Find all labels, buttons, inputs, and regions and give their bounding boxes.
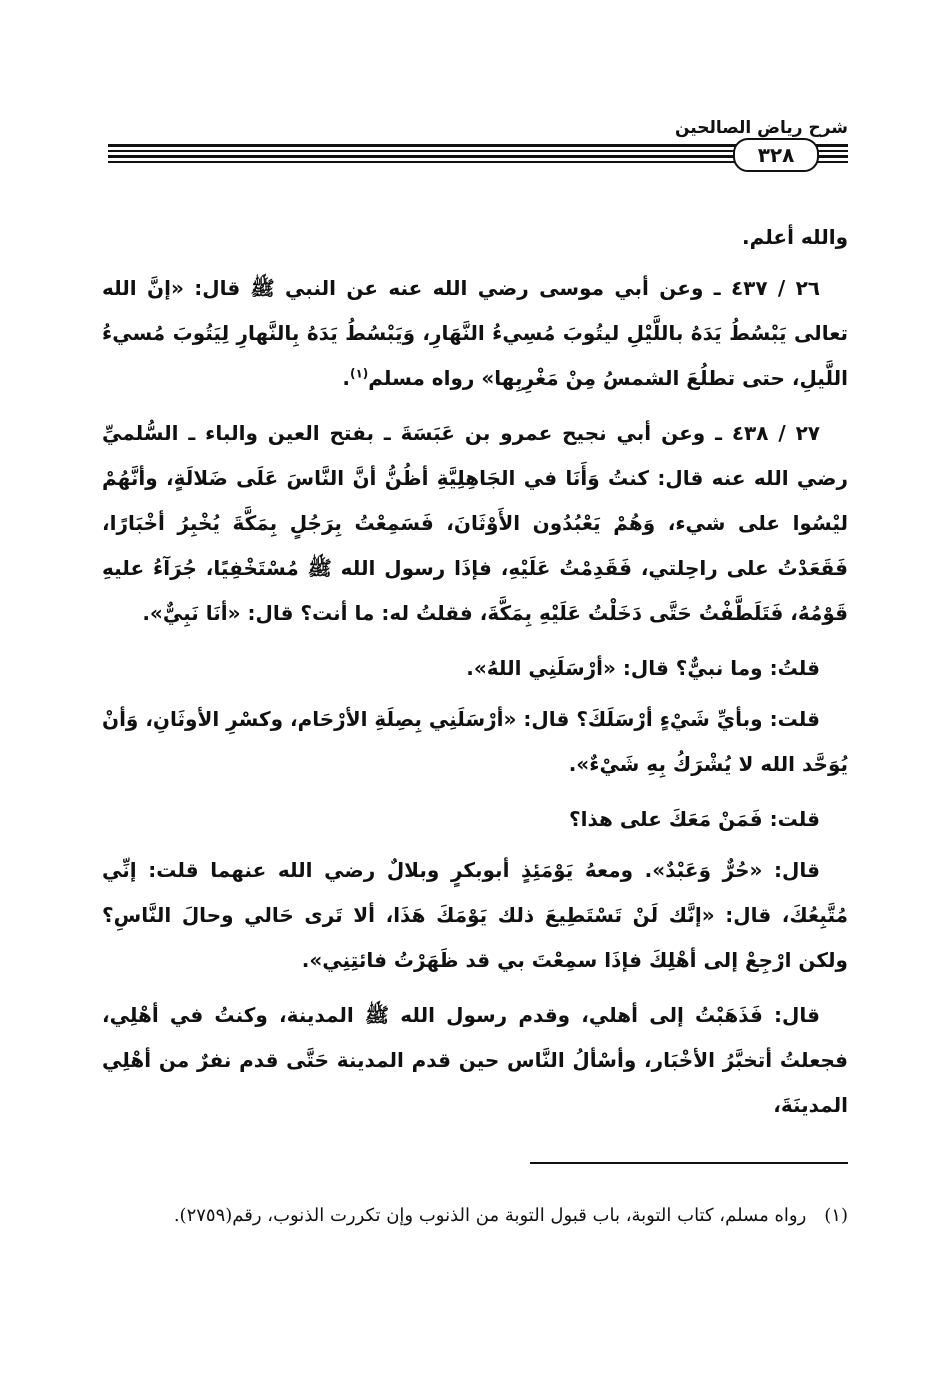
footnote-text: رواه مسلم، كتاب التوبة، باب قبول التوبة من الذنوب وإن تكررت الذنوب، رقم(٢٧٥٩). (173, 1205, 807, 1226)
closing-phrase: والله أعلم. (741, 225, 848, 249)
hadith-paragraph-26 (102, 266, 848, 401)
dialogue-line: قال: فَذَهَبْتُ إلى أهلي، وقدم رسول الله ﷺ المدينة، وكنتُ في أهْلِي، فجعلتُ أتخبَّرُ الأخْبَار، وأسْألُ النَّاس حين قدم المدينة حَتَّى قدم نفرٌ من أهْلِي المدينَةَ، (102, 1003, 848, 1117)
hadith-paragraph-27: ٢٧ / ٤٣٨ ـ وعن أبي نجيح عمرو بن عَبَسَةَ ـ بفتح العين والباء ـ السُّلميِّ رضي الله عنه قال: كنتُ وَأَنَا في الجَاهِلِيَّةِ أظُنُّ أنَّ النَّاسَ عَلَى ضَلالَةٍ، وأنَّهُمْ ليْسُوا على شيء، وَهُمْ يَعْبُدُون الأَوْثَانَ، فَسَمِعْتُ بِرَجُلٍ بِمَكَّةَ يُخْبِرُ أخْبَارًا، فَقَعَدْتُ على راحِلتي، فَقَدِمْتُ عَلَيْهِ، فإذَا رسول الله ﷺ مُسْتَخْفِيًا، جُرَآءُ عليهِ قَوْمُهُ، فَتَلَطَّفْتُ حَتَّى دَخَلْتُ عَلَيْهِ بِمَكَّةَ، فقلتُ له: ما أنت؟ قال: «أنَا نَبِيٌّ». (102, 421, 848, 625)
footnote (102, 1198, 848, 1234)
footnote-marker[interactable]: (١) (349, 366, 369, 381)
dialogue-line: قلت: فَمَنْ مَعَكَ على هذا؟ (568, 807, 820, 831)
running-title: شرح رياض الصالحين (674, 118, 848, 138)
hadith-text: ٢٦ / ٤٣٧ ـ وعن أبي موسى رضي الله عنه عن النبي ﷺ قال: «إنَّ الله تعالى يَبْسُطُ يَدَهُ باللَّيْلِ ليتُوبَ مُسِيءُ النَّهَارِ، وَيَبْسُطُ يَدَهُ بِالنَّهارِ لِيَتُوبَ مُسيءُ اللَّيلِ، حتى تطلُعَ الشمسُ مِنْ مَغْرِبِها» رواه مسلم (102, 276, 848, 390)
page-number: ٣٢٨ (733, 138, 819, 172)
footnote-number: (١) (824, 1205, 848, 1226)
main-text (102, 215, 848, 1138)
footnote-separator (530, 1162, 848, 1164)
dialogue-line: قال: «حُرٌّ وَعَبْدٌ». ومعهُ يَوْمَئِذٍ أبوبكرٍ وبلالٌ رضي الله عنهما قلت: إنِّي مُتَّبِعُكَ، قال: «إنَّك لَنْ تَسْتَطِيعَ ذلك يَوْمَكَ هَذَا، ألا تَرى حَالي وحالَ النَّاسِ؟ ولكن ارْجِعْ إلى أهْلِكَ فإذَا سمِعْتَ بي قد ظَهَرْتُ فائتِنِي». (102, 858, 848, 972)
dialogue-line: قلتُ: وما نبيٌّ؟ قال: «أرْسَلَنِي اللهُ». (466, 656, 820, 680)
hadith-end: . (342, 366, 350, 390)
dialogue-line: قلت: وبأيِّ شَيْءٍ أرْسَلَكَ؟ قال: «أرْسَلَنِي بِصِلَةِ الأرْحَام، وكسْرِ الأوثَانِ، وَأنْ يُوَحَّد الله لا يُشْرَكُ بِهِ شَيْءٌ». (102, 707, 848, 776)
